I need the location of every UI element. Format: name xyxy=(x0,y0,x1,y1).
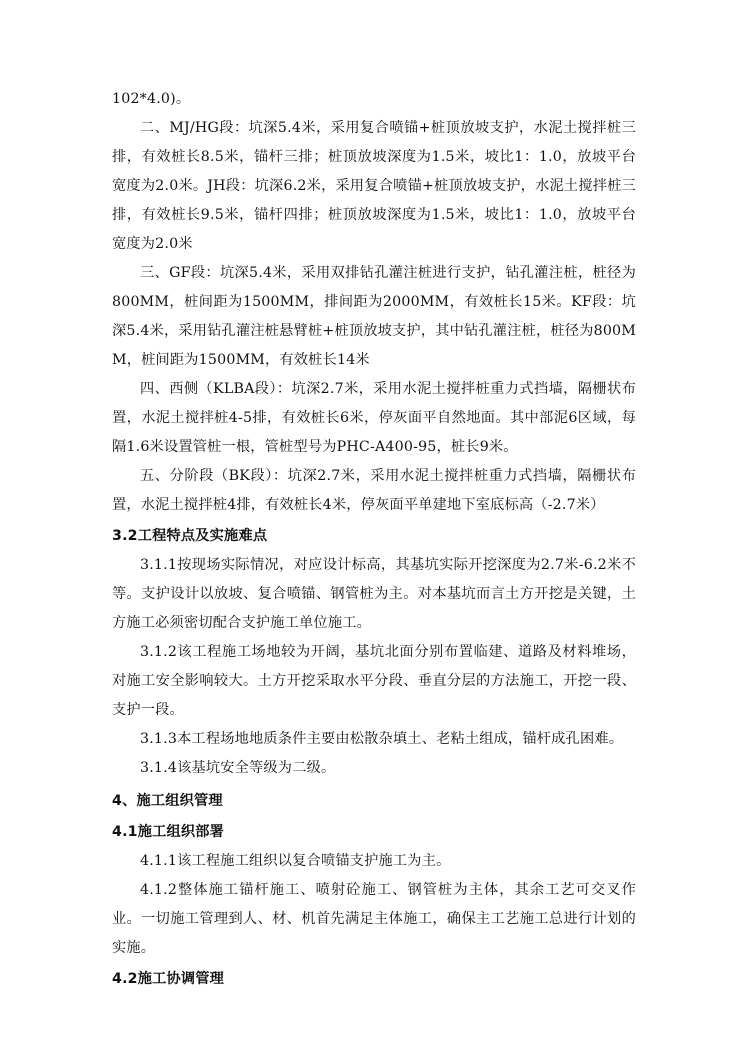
item-3-1-4: 3.1.4该基坑安全等级为二级。 xyxy=(140,760,336,776)
section-gf-kf-paragraph: 三、GF段：坑深5.4米，采用双排钻孔灌注桩进行支护，钻孔灌注桩，桩径为800MM，桩间距为1500MM，排间距为2000MM，有效桩长15米。KF段：坑深5.4米，采用钻孔灌注桩悬臂桩+桩顶放坡支护，其中钻孔灌注桩，桩径为800MM，桩间距为1500MM，有效桩长14米 xyxy=(112,265,636,368)
item-3-1-2: 3.1.2该工程施工场地较为开阔，基坑北面分别布置临建、道路及材料堆场，对施工安全影响较大。土方开挖采取水平分段、垂直分层的方法施工，开挖一段、支护一段。 xyxy=(112,644,636,718)
item-4-1-2: 4.1.2整体施工锚杆施工、喷射砼施工、钢管桩为主体，其余工艺可交叉作业。一切施工管理到人、材、机首先满足主体施工，确保主工艺施工总进行计划的实施。 xyxy=(112,882,636,956)
heading-4-1: 4.1施工组织部署 xyxy=(112,824,225,840)
continuation-paragraph: 102*4.0)。 xyxy=(112,91,191,107)
section-west-klba-paragraph: 四、西侧（KLBA段）：坑深2.7米，采用水泥土搅拌桩重力式挡墙，隔栅状布置，水泥土搅拌桩4-5排，有效桩长6米，停灰面平自然地面。其中部泥6区域，每隔1.6米设置管桩一根，管桩型号为PHC-A400-95，桩长9米。 xyxy=(112,381,636,455)
section-bk-paragraph: 五、分阶段（BK段）：坑深2.7米，采用水泥土搅拌桩重力式挡墙，隔栅状布置，水泥土搅拌桩4排，有效桩长4米，停灰面平单建地下室底标高（-2.7米） xyxy=(112,468,636,513)
item-3-1-1: 3.1.1按现场实际情况，对应设计标高，其基坑实际开挖深度为2.7米-6.2米不等。支护设计以放坡、复合喷锚、钢管桩为主。对本基坑而言土方开挖是关键，土方施工必须密切配合支护施工单位施工。 xyxy=(112,557,636,631)
heading-4: 4、施工组织管理 xyxy=(112,793,223,809)
item-3-1-3: 3.1.3本工程场地地质条件主要由松散杂填土、老粘土组成，锚杆成孔困难。 xyxy=(140,731,624,747)
item-4-1-1: 4.1.1该工程施工组织以复合喷锚支护施工为主。 xyxy=(140,853,451,869)
heading-3-2: 3.2工程特点及实施难点 xyxy=(112,528,268,544)
heading-4-2: 4.2施工协调管理 xyxy=(112,971,225,987)
document-body xyxy=(112,85,636,994)
section-mj-hg-paragraph: 二、MJ/HG段：坑深5.4米，采用复合喷锚+桩顶放坡支护，水泥土搅拌桩三排，有效桩长8.5米，锚杆三排；桩顶放坡深度为1.5米，坡比1：1.0，放坡平台宽度为2.0米。JH段：坑深6.2米，采用复合喷锚+桩顶放坡支护，水泥土搅拌桩三排，有效桩长9.5米，锚杆四排；桩顶放坡深度为1.5米，坡比1：1.0，放坡平台宽度为2.0米 xyxy=(112,120,636,252)
